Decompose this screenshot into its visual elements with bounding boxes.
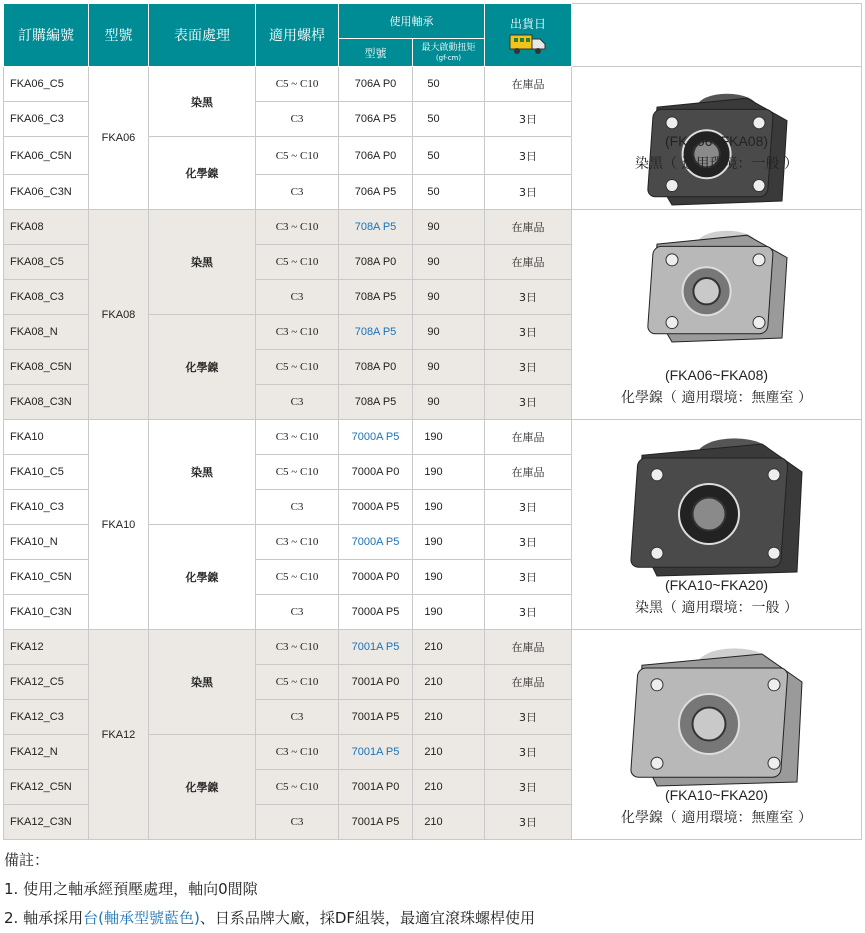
ship-date-cell: 在庫品: [485, 210, 572, 245]
header-max-torque: [413, 39, 485, 67]
table-row: [4, 420, 862, 455]
model-cell: FKA12: [89, 630, 149, 840]
max-torque-cell: 90: [413, 245, 485, 280]
note-line-2-prefix: 2. 軸承採用: [4, 909, 84, 927]
surface-finish-cell: 化學鎳: [149, 735, 256, 840]
header-surface: 表面處理: [149, 4, 256, 67]
ship-date-cell: 3日: [485, 595, 572, 630]
surface-finish-cell: 化學鎳: [149, 137, 256, 210]
ship-date-label: 出貨日: [509, 16, 546, 31]
header-bearing-model: 型號: [339, 39, 413, 67]
screw-grade-cell: C3 ~ C10: [256, 420, 339, 455]
fka-black-large-photo: [622, 430, 812, 580]
ship-date-cell: 3日: [485, 102, 572, 137]
product-image-panel: [572, 210, 862, 420]
order-code-cell: FKA10_C5: [4, 455, 89, 490]
notes-title: 備註：: [4, 851, 50, 869]
max-torque-cell: 90: [413, 350, 485, 385]
screw-grade-cell: C3 ~ C10: [256, 525, 339, 560]
max-torque-cell: 90: [413, 385, 485, 420]
surface-finish-cell: 化學鎳: [149, 315, 256, 420]
screw-grade-cell: C5 ~ C10: [256, 455, 339, 490]
bearing-model-cell: 7000A P0: [339, 455, 413, 490]
model-cell: FKA06: [89, 67, 149, 210]
ship-date-cell: 3日: [485, 280, 572, 315]
order-code-cell: FKA08_N: [4, 315, 89, 350]
bearing-model-cell: 708A P5: [339, 315, 413, 350]
table-row: [4, 210, 862, 245]
model-cell: FKA10: [89, 420, 149, 630]
max-torque-cell: 50: [413, 102, 485, 137]
product-image-panel: [572, 420, 862, 630]
order-code-cell: FKA08_C5N: [4, 350, 89, 385]
max-torque-cell: 50: [413, 175, 485, 210]
fka-nickel-small-photo: [637, 224, 797, 346]
ship-date-cell: 在庫品: [485, 630, 572, 665]
screw-grade-cell: C5 ~ C10: [256, 665, 339, 700]
order-code-cell: FKA06_C3: [4, 102, 89, 137]
bearing-model-cell: 708A P5: [339, 280, 413, 315]
ship-date-cell: 在庫品: [485, 455, 572, 490]
bearing-model-cell: 7000A P0: [339, 560, 413, 595]
order-code-cell: FKA12: [4, 630, 89, 665]
screw-grade-cell: C5 ~ C10: [256, 350, 339, 385]
screw-grade-cell: C5 ~ C10: [256, 67, 339, 102]
ship-date-cell: 3日: [485, 525, 572, 560]
order-code-cell: FKA12_N: [4, 735, 89, 770]
order-code-cell: FKA10_C3: [4, 490, 89, 525]
bearing-model-cell: 7000A P5: [339, 595, 413, 630]
max-torque-cell: 210: [413, 735, 485, 770]
max-torque-cell: 210: [413, 665, 485, 700]
order-code-cell: FKA12_C5N: [4, 770, 89, 805]
max-torque-cell: 190: [413, 560, 485, 595]
max-torque-cell: 210: [413, 700, 485, 735]
product-finish-label: 化學鎳（ 適用環境：無塵室 ）: [621, 390, 812, 406]
bearing-model-cell: 7001A P5: [339, 630, 413, 665]
order-code-cell: FKA10_C3N: [4, 595, 89, 630]
screw-grade-cell: C3 ~ C10: [256, 315, 339, 350]
header-ship-date: [485, 4, 572, 67]
screw-grade-cell: C3: [256, 385, 339, 420]
ship-date-cell: 在庫品: [485, 67, 572, 102]
product-caption: [572, 367, 861, 407]
screw-grade-cell: C5 ~ C10: [256, 770, 339, 805]
max-torque-cell: 210: [413, 630, 485, 665]
ship-date-cell: 3日: [485, 770, 572, 805]
order-code-cell: FKA08: [4, 210, 89, 245]
max-torque-cell: 90: [413, 315, 485, 350]
screw-grade-cell: C3: [256, 595, 339, 630]
bearing-model-cell: 7000A P5: [339, 420, 413, 455]
note-line-2: [4, 904, 535, 933]
screw-grade-cell: C5 ~ C10: [256, 245, 339, 280]
table-row: [4, 67, 862, 102]
product-range-label: (FKA10~FKA20): [664, 577, 769, 593]
product-finish-label: 染黑（ 適用環境：一般 ）: [635, 600, 798, 616]
model-cell: FKA08: [89, 210, 149, 420]
screw-grade-cell: C3: [256, 805, 339, 840]
bearing-model-cell: 7000A P5: [339, 525, 413, 560]
max-torque-cell: 50: [413, 137, 485, 175]
product-image-panel: [572, 67, 862, 210]
note-line-2-suffix: 、日系品牌大廠，採DF組裝，最適宜滾珠螺桿使用: [199, 909, 535, 927]
torque-unit: (gf-cm): [435, 54, 462, 62]
order-code-cell: FKA06_C5: [4, 67, 89, 102]
order-code-cell: FKA08_C5: [4, 245, 89, 280]
header-bearing-group: 使用軸承: [339, 4, 485, 39]
bearing-model-cell: 7001A P5: [339, 805, 413, 840]
screw-grade-cell: C3: [256, 280, 339, 315]
screw-grade-cell: C5 ~ C10: [256, 137, 339, 175]
delivery-truck-icon: [509, 32, 547, 56]
bearing-model-cell: 7000A P5: [339, 490, 413, 525]
surface-finish-cell: 化學鎳: [149, 525, 256, 630]
surface-finish-cell: 染黑: [149, 420, 256, 525]
max-torque-cell: 190: [413, 595, 485, 630]
bearing-model-cell: 7001A P0: [339, 665, 413, 700]
product-caption: [572, 133, 861, 173]
ship-date-cell: 在庫品: [485, 245, 572, 280]
order-code-cell: FKA10_C5N: [4, 560, 89, 595]
product-image-panel: [572, 630, 862, 840]
screw-grade-cell: C3: [256, 700, 339, 735]
bearing-model-cell: 7001A P5: [339, 700, 413, 735]
ship-date-cell: 3日: [485, 175, 572, 210]
order-code-cell: FKA12_C3: [4, 700, 89, 735]
bearing-model-cell: 7001A P5: [339, 735, 413, 770]
product-caption: [572, 787, 861, 827]
surface-finish-cell: 染黑: [149, 630, 256, 735]
surface-finish-cell: 染黑: [149, 67, 256, 137]
product-range-label: (FKA06~FKA08): [664, 367, 769, 383]
note-line-1: 1. 使用之軸承經預壓處理，軸向0間隙: [4, 880, 258, 898]
order-code-cell: FKA12_C3N: [4, 805, 89, 840]
bearing-model-cell: 706A P0: [339, 137, 413, 175]
order-code-cell: FKA06_C3N: [4, 175, 89, 210]
bearing-model-cell: 708A P5: [339, 385, 413, 420]
screw-grade-cell: C3 ~ C10: [256, 735, 339, 770]
max-torque-cell: 190: [413, 525, 485, 560]
fka-nickel-large-photo: [622, 640, 812, 790]
max-torque-cell: 190: [413, 490, 485, 525]
ship-date-cell: 3日: [485, 735, 572, 770]
bearing-model-cell: 708A P5: [339, 210, 413, 245]
screw-grade-cell: C3: [256, 175, 339, 210]
note-line-2-blue: 台(軸承型號藍色): [83, 909, 200, 927]
ship-date-cell: 3日: [485, 805, 572, 840]
surface-finish-cell: 染黑: [149, 210, 256, 315]
product-spec-table: [3, 3, 862, 840]
notes-section: [4, 846, 535, 933]
bearing-model-cell: 706A P0: [339, 67, 413, 102]
bearing-model-cell: 708A P0: [339, 245, 413, 280]
max-torque-cell: 190: [413, 455, 485, 490]
screw-grade-cell: C3 ~ C10: [256, 210, 339, 245]
screw-grade-cell: C3: [256, 490, 339, 525]
product-caption: [572, 577, 861, 617]
product-finish-label: 染黑（ 適用環境：一般 ）: [635, 156, 798, 172]
product-range-label: (FKA06~FKA08): [664, 133, 769, 149]
header-screw: 適用螺桿: [256, 4, 339, 67]
product-finish-label: 化學鎳（ 適用環境：無塵室 ）: [621, 810, 812, 826]
order-code-cell: FKA12_C5: [4, 665, 89, 700]
header-model: 型號: [89, 4, 149, 67]
max-torque-cell: 190: [413, 420, 485, 455]
max-torque-cell: 50: [413, 67, 485, 102]
ship-date-cell: 3日: [485, 560, 572, 595]
ship-date-cell: 在庫品: [485, 665, 572, 700]
bearing-model-cell: 706A P5: [339, 175, 413, 210]
bearing-model-cell: 706A P5: [339, 102, 413, 137]
header-order-code: 訂購編號: [4, 4, 89, 67]
max-torque-cell: 90: [413, 280, 485, 315]
ship-date-cell: 在庫品: [485, 420, 572, 455]
order-code-cell: FKA06_C5N: [4, 137, 89, 175]
max-torque-cell: 210: [413, 770, 485, 805]
ship-date-cell: 3日: [485, 385, 572, 420]
bearing-model-cell: 708A P0: [339, 350, 413, 385]
bearing-model-cell: 7001A P0: [339, 770, 413, 805]
table-row: [4, 630, 862, 665]
screw-grade-cell: C3: [256, 102, 339, 137]
order-code-cell: FKA10_N: [4, 525, 89, 560]
max-torque-cell: 210: [413, 805, 485, 840]
ship-date-cell: 3日: [485, 490, 572, 525]
order-code-cell: FKA10: [4, 420, 89, 455]
max-torque-label: 最大啟動扭矩: [421, 43, 476, 53]
order-code-cell: FKA08_C3N: [4, 385, 89, 420]
ship-date-cell: 3日: [485, 700, 572, 735]
product-range-label: (FKA10~FKA20): [664, 787, 769, 803]
ship-date-cell: 3日: [485, 137, 572, 175]
max-torque-cell: 90: [413, 210, 485, 245]
screw-grade-cell: C3 ~ C10: [256, 630, 339, 665]
screw-grade-cell: C5 ~ C10: [256, 560, 339, 595]
ship-date-cell: 3日: [485, 315, 572, 350]
order-code-cell: FKA08_C3: [4, 280, 89, 315]
ship-date-cell: 3日: [485, 350, 572, 385]
